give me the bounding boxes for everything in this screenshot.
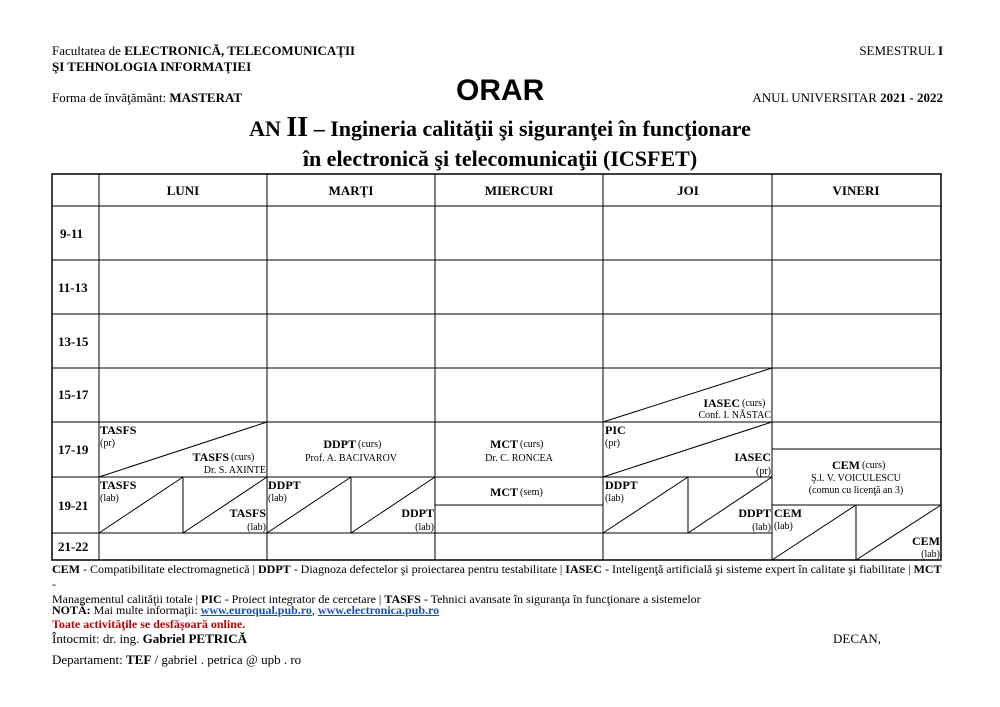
teacher: Conf. I. NĂSTAC bbox=[698, 410, 771, 421]
day-header: MIERCURI bbox=[484, 183, 554, 198]
day-header: JOI bbox=[677, 183, 699, 198]
time-slot: 21-22 bbox=[58, 539, 89, 554]
faculty-header: Facultatea de ELECTRONICĂ, TELECOMUNICAŢII ŞI TEHNOLOGIA INFORMAŢIEI bbox=[52, 43, 356, 74]
link-electronica[interactable]: www.electronica.pub.ro bbox=[317, 603, 440, 617]
day-header: MARŢI bbox=[328, 183, 374, 198]
course-code: DDPT bbox=[268, 478, 301, 492]
course-type: (lab) bbox=[752, 522, 771, 533]
course-type: (curs) bbox=[742, 398, 766, 409]
course-type: (lab) bbox=[774, 521, 793, 532]
faculty-line2: ŞI TEHNOLOGIA INFORMAŢIEI bbox=[52, 59, 252, 74]
legend: CEM - Compatibilitate electromagnetică | DDPT - Diagnoza defectelor şi proiectarea pentru testabilitate | IASEC - Inteligenţă artificială şi sisteme expert în calitate şi fiabilitate | MCT - Managementul calităţii totale | PIC - Proiect integrator de cercetare | TASFS - Tehnici avansate în siguranţa în funcţionare a sistemelor bbox=[52, 562, 942, 606]
course-code: TASFS bbox=[229, 506, 266, 520]
teacher: Ş.l. V. VOICULESCU bbox=[811, 473, 901, 484]
page-title: ORAR bbox=[456, 74, 545, 107]
course-code: CEM bbox=[774, 506, 802, 520]
academic-year: ANUL UNIVERSITAR 2021 - 2022 bbox=[752, 90, 943, 105]
course-type: (lab) bbox=[415, 522, 434, 533]
course-type: (lab) bbox=[100, 493, 119, 504]
course-code: DDPT bbox=[605, 478, 638, 492]
day-header: VINERI bbox=[832, 183, 880, 198]
teacher: Dr. C. RONCEA bbox=[485, 453, 553, 464]
course-entry: TASFS bbox=[192, 450, 229, 464]
time-slot: 11-13 bbox=[58, 280, 88, 295]
course-type: (pr) bbox=[100, 438, 115, 449]
course-entry: IASEC bbox=[703, 396, 740, 410]
department: Departament: TEF / gabriel . petrica @ upb . ro bbox=[52, 652, 302, 667]
course-code: PIC bbox=[605, 423, 626, 437]
course-type: (curs) bbox=[231, 452, 255, 463]
course-type: (lab) bbox=[921, 549, 940, 560]
course-type: (sem) bbox=[520, 487, 543, 498]
time-slot: 13-15 bbox=[58, 334, 89, 349]
teacher: Dr. S. AXINTE bbox=[203, 465, 266, 476]
program-title: AN II – Ingineria calităţii şi siguranţei în funcţionare bbox=[249, 112, 751, 143]
course-code: IASEC bbox=[734, 450, 771, 464]
course-type: (lab) bbox=[268, 493, 287, 504]
time-slot: 9-11 bbox=[60, 226, 84, 241]
course-type: (pr) bbox=[605, 438, 620, 449]
course-type: (curs) bbox=[358, 439, 382, 450]
course-code: TASFS bbox=[100, 423, 137, 437]
course-code: CEM bbox=[912, 534, 940, 548]
course-type: (curs) bbox=[862, 460, 886, 471]
prepared-by: Întocmit: dr. ing. Gabriel PETRICĂ bbox=[52, 631, 248, 646]
course-entry: DDPT bbox=[323, 437, 356, 451]
course-type: (pr) bbox=[756, 466, 771, 477]
course-code: TASFS bbox=[100, 478, 137, 492]
dean-label: DECAN, bbox=[833, 631, 882, 646]
online-notice: Toate activităţile se desfăşoară online. bbox=[52, 617, 246, 631]
course-code: DDPT bbox=[738, 506, 771, 520]
time-slot: 17-19 bbox=[58, 442, 89, 457]
time-slot: 15-17 bbox=[58, 387, 89, 402]
course-entry: MCT bbox=[490, 485, 518, 499]
course-entry: MCT bbox=[490, 437, 518, 451]
program-title-line2: în electronică şi telecomunicaţii (ICSFET) bbox=[302, 146, 698, 171]
study-form: Forma de învăţământ: MASTERAT bbox=[52, 90, 243, 105]
teacher: Prof. A. BACIVAROV bbox=[304, 453, 398, 464]
course-type: (lab) bbox=[247, 522, 266, 533]
faculty-name: ELECTRONICĂ, TELECOMUNICAŢII bbox=[124, 43, 356, 58]
time-slot: 19-21 bbox=[58, 498, 89, 513]
course-note: (comun cu licenţă an 3) bbox=[808, 485, 904, 496]
day-header: LUNI bbox=[166, 183, 200, 198]
course-entry: CEM bbox=[832, 458, 860, 472]
course-code: DDPT bbox=[401, 506, 434, 520]
semester: SEMESTRUL I bbox=[859, 43, 943, 58]
link-euroqual[interactable]: www.euroqual.pub.ro bbox=[200, 603, 312, 617]
course-type: (curs) bbox=[520, 439, 544, 450]
note: NOTĂ: Mai multe informaţii: www.euroqual.pub.ro, www.electronica.pub.ro bbox=[52, 603, 440, 617]
course-type: (lab) bbox=[605, 493, 624, 504]
